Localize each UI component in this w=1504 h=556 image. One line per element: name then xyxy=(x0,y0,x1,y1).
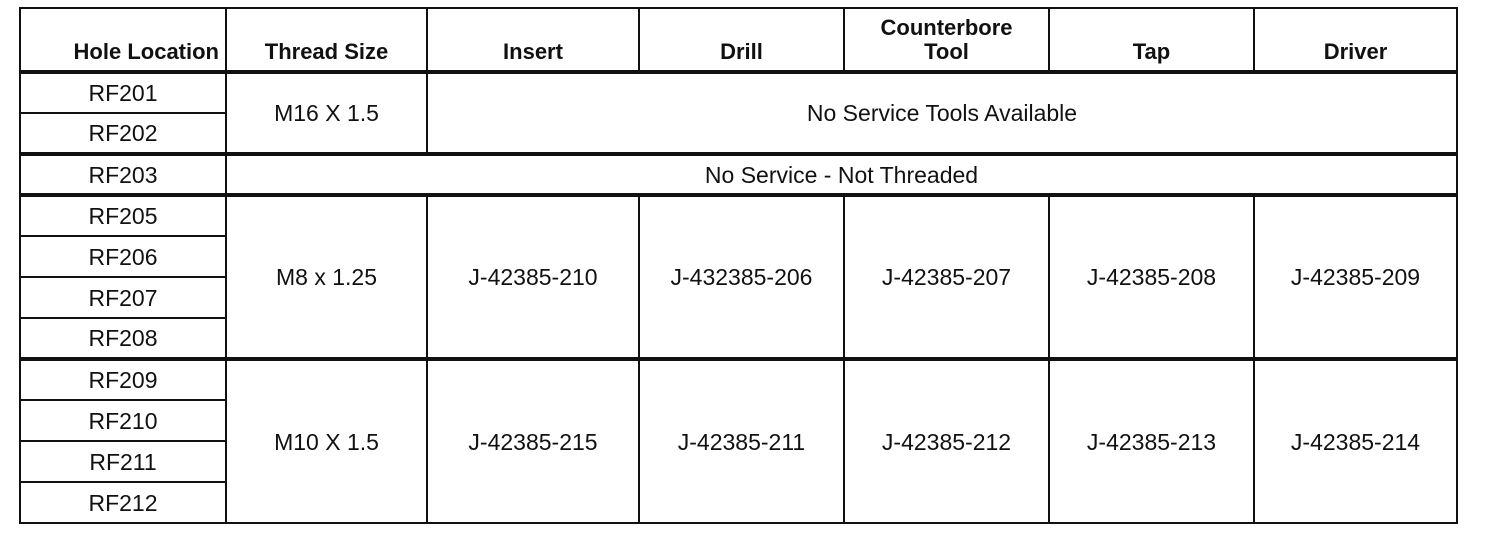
hole-location-cell: RF211 xyxy=(20,441,226,482)
header-row xyxy=(20,8,1457,72)
header-driver: Driver xyxy=(1254,8,1457,72)
hole-location-cell: RF210 xyxy=(20,400,226,441)
driver-cell: J-42385-209 xyxy=(1254,195,1457,359)
header-drill: Drill xyxy=(639,8,844,72)
service-tools-table xyxy=(19,7,1458,524)
header-hole-location: Hole Location xyxy=(20,8,226,72)
hole-location-cell: RF201 xyxy=(20,72,226,113)
header-thread-size: Thread Size xyxy=(226,8,427,72)
thread-size-cell: M10 X 1.5 xyxy=(226,359,427,523)
table-row xyxy=(20,359,1457,400)
service-tools-table-container xyxy=(19,7,1458,524)
header-insert: Insert xyxy=(427,8,639,72)
table-row xyxy=(20,195,1457,236)
tap-cell: J-42385-208 xyxy=(1049,195,1254,359)
thread-size-cell: M8 x 1.25 xyxy=(226,195,427,359)
drill-cell: J-42385-211 xyxy=(639,359,844,523)
thread-size-cell: M16 X 1.5 xyxy=(226,72,427,154)
table-row xyxy=(20,72,1457,113)
driver-cell: J-42385-214 xyxy=(1254,359,1457,523)
tap-cell: J-42385-213 xyxy=(1049,359,1254,523)
hole-location-cell: RF206 xyxy=(20,236,226,277)
not-threaded-note: No Service - Not Threaded xyxy=(226,154,1457,195)
hole-location-cell: RF202 xyxy=(20,113,226,154)
hole-location-cell: RF203 xyxy=(20,154,226,195)
hole-location-cell: RF207 xyxy=(20,277,226,318)
table-row xyxy=(20,154,1457,195)
hole-location-cell: RF212 xyxy=(20,482,226,523)
insert-cell: J-42385-215 xyxy=(427,359,639,523)
drill-cell: J-432385-206 xyxy=(639,195,844,359)
counterbore-cell: J-42385-207 xyxy=(844,195,1049,359)
counterbore-cell: J-42385-212 xyxy=(844,359,1049,523)
insert-cell: J-42385-210 xyxy=(427,195,639,359)
hole-location-cell: RF208 xyxy=(20,318,226,359)
no-tools-note: No Service Tools Available xyxy=(427,72,1457,154)
header-counterbore-tool xyxy=(844,8,1049,72)
header-tap: Tap xyxy=(1049,8,1254,72)
header-counterbore-line1: Counterbore xyxy=(880,15,1013,40)
hole-location-cell: RF209 xyxy=(20,359,226,400)
header-counterbore-line2: Tool xyxy=(924,39,969,64)
hole-location-cell: RF205 xyxy=(20,195,226,236)
